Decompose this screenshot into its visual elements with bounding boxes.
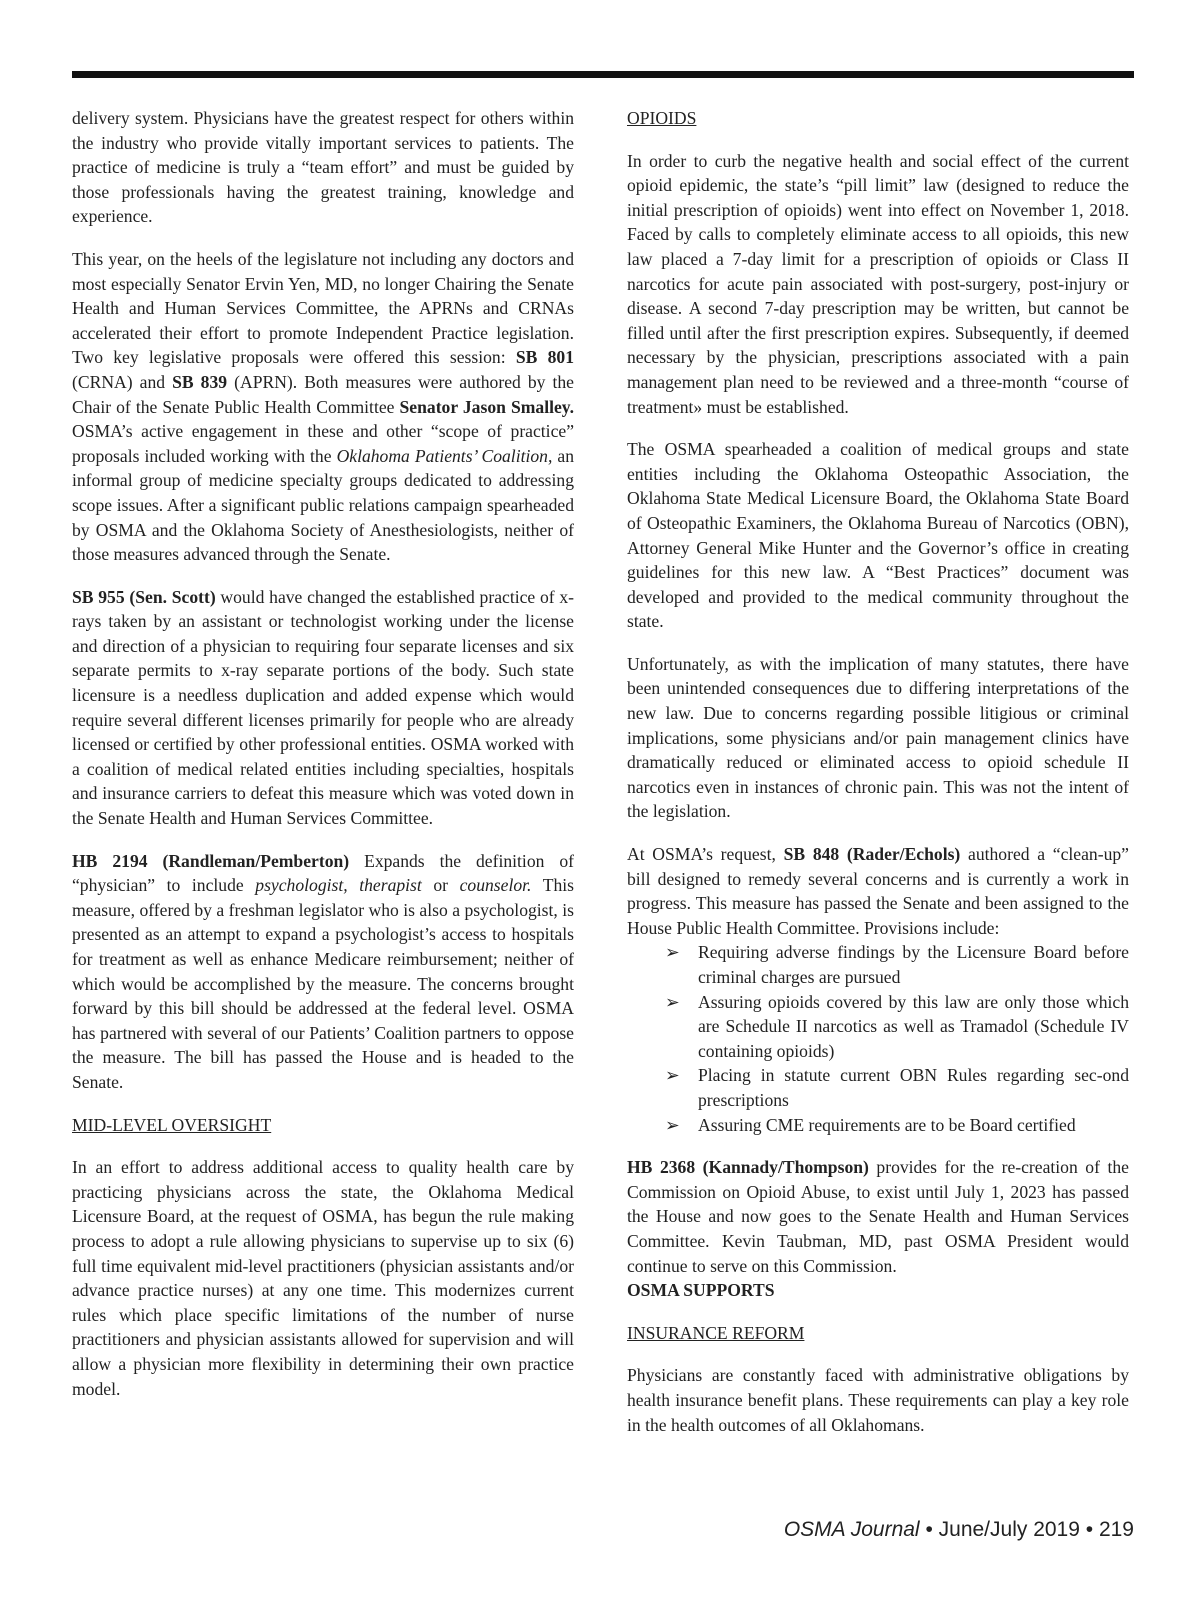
list-item: ➢ Assuring CME requirements are to be Board certified [698,1113,1129,1138]
paragraph-coalition: The OSMA spearheaded a coalition of medical groups and state entities including the Oklahoma Osteopathic Association, the Oklahoma State Medical Licensure Board, the Oklahoma State Board of Osteopathic Examiners, the Oklahoma Bureau of Narcotics (OBN), Attorney General Mike Hunter and the Governor’s office in creating guidelines for this new law. A “Best Practices” document was developed and provided to the medical community throughout the state. [627,439,1129,632]
list-item: ➢ Placing in statute current OBN Rules regarding sec-ond prescriptions [665,1065,1129,1110]
heading-mid-level-oversight: MID-LEVEL OVERSIGHT [72,1114,272,1135]
arrow-bullet-icon: ➢ [665,942,680,963]
paragraph-unintended-consequences: Unfortunately, as with the implication of many statutes, there have been unintended consequences due to differing interpretations of the new law. Due to concerns regarding possible litigious or criminal implications, some physicians and/or pain management clinics have dramatically reduced or eliminated access to opioid schedule II narcotics even in instances of chronic pain. This was not the intent of the legislation. [627,653,1129,822]
left-column [72,106,574,1401]
right-column [627,106,1129,1437]
heading-insurance-reform: INSURANCE REFORM [627,1322,805,1343]
paragraph-hb-2368: HB 2368 (Kannady/Thompson) provides for the re-creation of the Commission on Opioid Abuse, to exist until July 1, 2023 has passed the House and now goes to the Senate Health and Human Services Committee. Kevin Taubman, MD, past OSMA President would continue to serve on this Commission. OSMA SUPPORTS [627,1157,1129,1301]
bill-sb-848: SB 848 (Rader/Echols) [783,844,961,865]
coalition-name: Oklahoma Patients’ Coalition, [336,445,553,466]
page-footer: OSMA Journal • June/July 2019 • 219 [783,1518,1134,1541]
top-rule [72,71,1134,78]
arrow-bullet-icon: ➢ [665,1114,680,1135]
bill-hb-2368: HB 2368 (Kannady/Thompson) [627,1157,869,1178]
paragraph-sb-848: At OSMA’s request, SB 848 (Rader/Echols) authored a “clean-up” bill designed to remedy several concerns and is currently a work in progress. This measure has passed the Senate and been assigned to the House Public Health Committee. Provisions include: [627,844,1129,938]
paragraph-delivery-system: delivery system. Physicians have the greatest respect for others within the industry who provide vitally important services to patients. The practice of medicine is truly a “team effort” and must be guided by those professionals having the greatest training, knowledge and experience. [72,108,574,227]
paragraph-independent-practice: This year, on the heels of the legislature not including any doctors and most especially Senator Ervin Yen, MD, no longer Chairing the Senate Health and Human Services Committee, the APRNs and CRNAs accelerated their effort to promote Independent Practice legislation. Two key legislative proposals were offered this session: SB 801 (CRNA) and SB 839 (APRN). Both measures were authored by the Chair of the Senate Public Health Committee Senator Jason Smalley. OSMA’s active engagement in these and other “scope of practice” proposals included working with the Oklahoma Patients’ Coalition, an informal group of medicine specialty groups dedicated to addressing scope issues. After a significant public relations campaign spearheaded by OSMA and the Oklahoma Society of Anesthesiologists, neither of those measures advanced through the Senate. [72,248,574,565]
provisions-list [627,940,1129,1137]
paragraph-pill-limit: In order to curb the negative health and social effect of the current opioid epidemic, the state’s “pill limit” law (designed to reduce the initial prescription of opioids) went into effect on November 1, 2018. Faced by calls to completely eliminate access to all opioids, this new law placed a 7-day limit for a prescription of opioids or Class II narcotics for acute pain associated with post-surgery, post-injury or disease. A second 7-day prescription may be written, but cannot be filled until after the first prescription expires. Subsequently, if deemed necessary by the physician, prescriptions associated with a pain management plan need to be reviewed and a three-month “course of treatment» must be established. [627,150,1129,417]
page-number: 219 [1098,1518,1134,1541]
bill-hb-2194: HB 2194 (Randleman/Pemberton) [72,850,350,871]
bill-sb-801: SB 801 [515,347,574,368]
paragraph-hb-2194: HB 2194 (Randleman/Pemberton) Expands the definition of “physician” to include psychologist, therapist or counselor. This measure, offered by a freshman legislator who is also a psychologist, is presented as an attempt to expand a psychologist’s access to hospitals for treatment as well as enhance Medicare reimbursement; neither of which would be accomplished by the measure. The concerns brought forward by this bill should be addressed at the federal level. OSMA has partnered with several of our Patients’ Coalition partners to oppose the measure. The bill has passed the House and is headed to the Senate. [72,850,574,1092]
arrow-bullet-icon: ➢ [665,1065,680,1086]
journal-title: OSMA Journal [783,1518,920,1541]
bill-sb-955: SB 955 (Sen. Scott) [72,586,216,607]
bill-sb-839: SB 839 [172,371,228,392]
arrow-bullet-icon: ➢ [665,991,680,1012]
issue-date: June/July 2019 [938,1518,1080,1541]
paragraph-sb-955: SB 955 (Sen. Scott) would have changed the established practice of x-rays taken by an assistant or technologist working under the license and direction of a physician to requiring four separate licenses and six separate permits to x-ray separate portions of the body. Such state licensure is a needless duplication and added expense which would require several different licenses primarily for people who are already licensed or certified by other professional entities. OSMA worked with a coalition of medical related entities including specialties, hospitals and insurance carriers to defeat this measure which was voted down in the Senate Health and Human Services Committee. [72,586,574,829]
list-item: ➢ Assuring opioids covered by this law are only those which are Schedule II narcotics as well as Tramadol (Schedule IV containing opioids) [665,991,1129,1061]
list-item: ➢ Requiring adverse findings by the Licensure Board before criminal charges are pursued [665,942,1129,987]
paragraph-insurance: Physicians are constantly faced with administrative obligations by health insurance benefit plans. These requirements can play a key role in the health outcomes of all Oklahomans. [627,1365,1129,1435]
osma-supports: OSMA SUPPORTS [627,1280,775,1301]
senator-name: Senator Jason Smalley. [399,396,574,417]
paragraph-mid-level: In an effort to address additional access to quality health care by practicing physicians across the state, the Oklahoma Medical Licensure Board, at the request of OSMA, has begun the rule making process to adopt a rule allowing physicians to supervise up to six (6) full time equivalent mid-level practitioners (physician assistants and/or advance practice nurses) at any one time. This modernizes current rules which place specific limitations of the number of nurse practitioners and physician assistants allowed for supervision and will allow a physician more flexibility in determining their own practice model. [72,1157,574,1399]
heading-opioids: OPIOIDS [627,108,697,128]
